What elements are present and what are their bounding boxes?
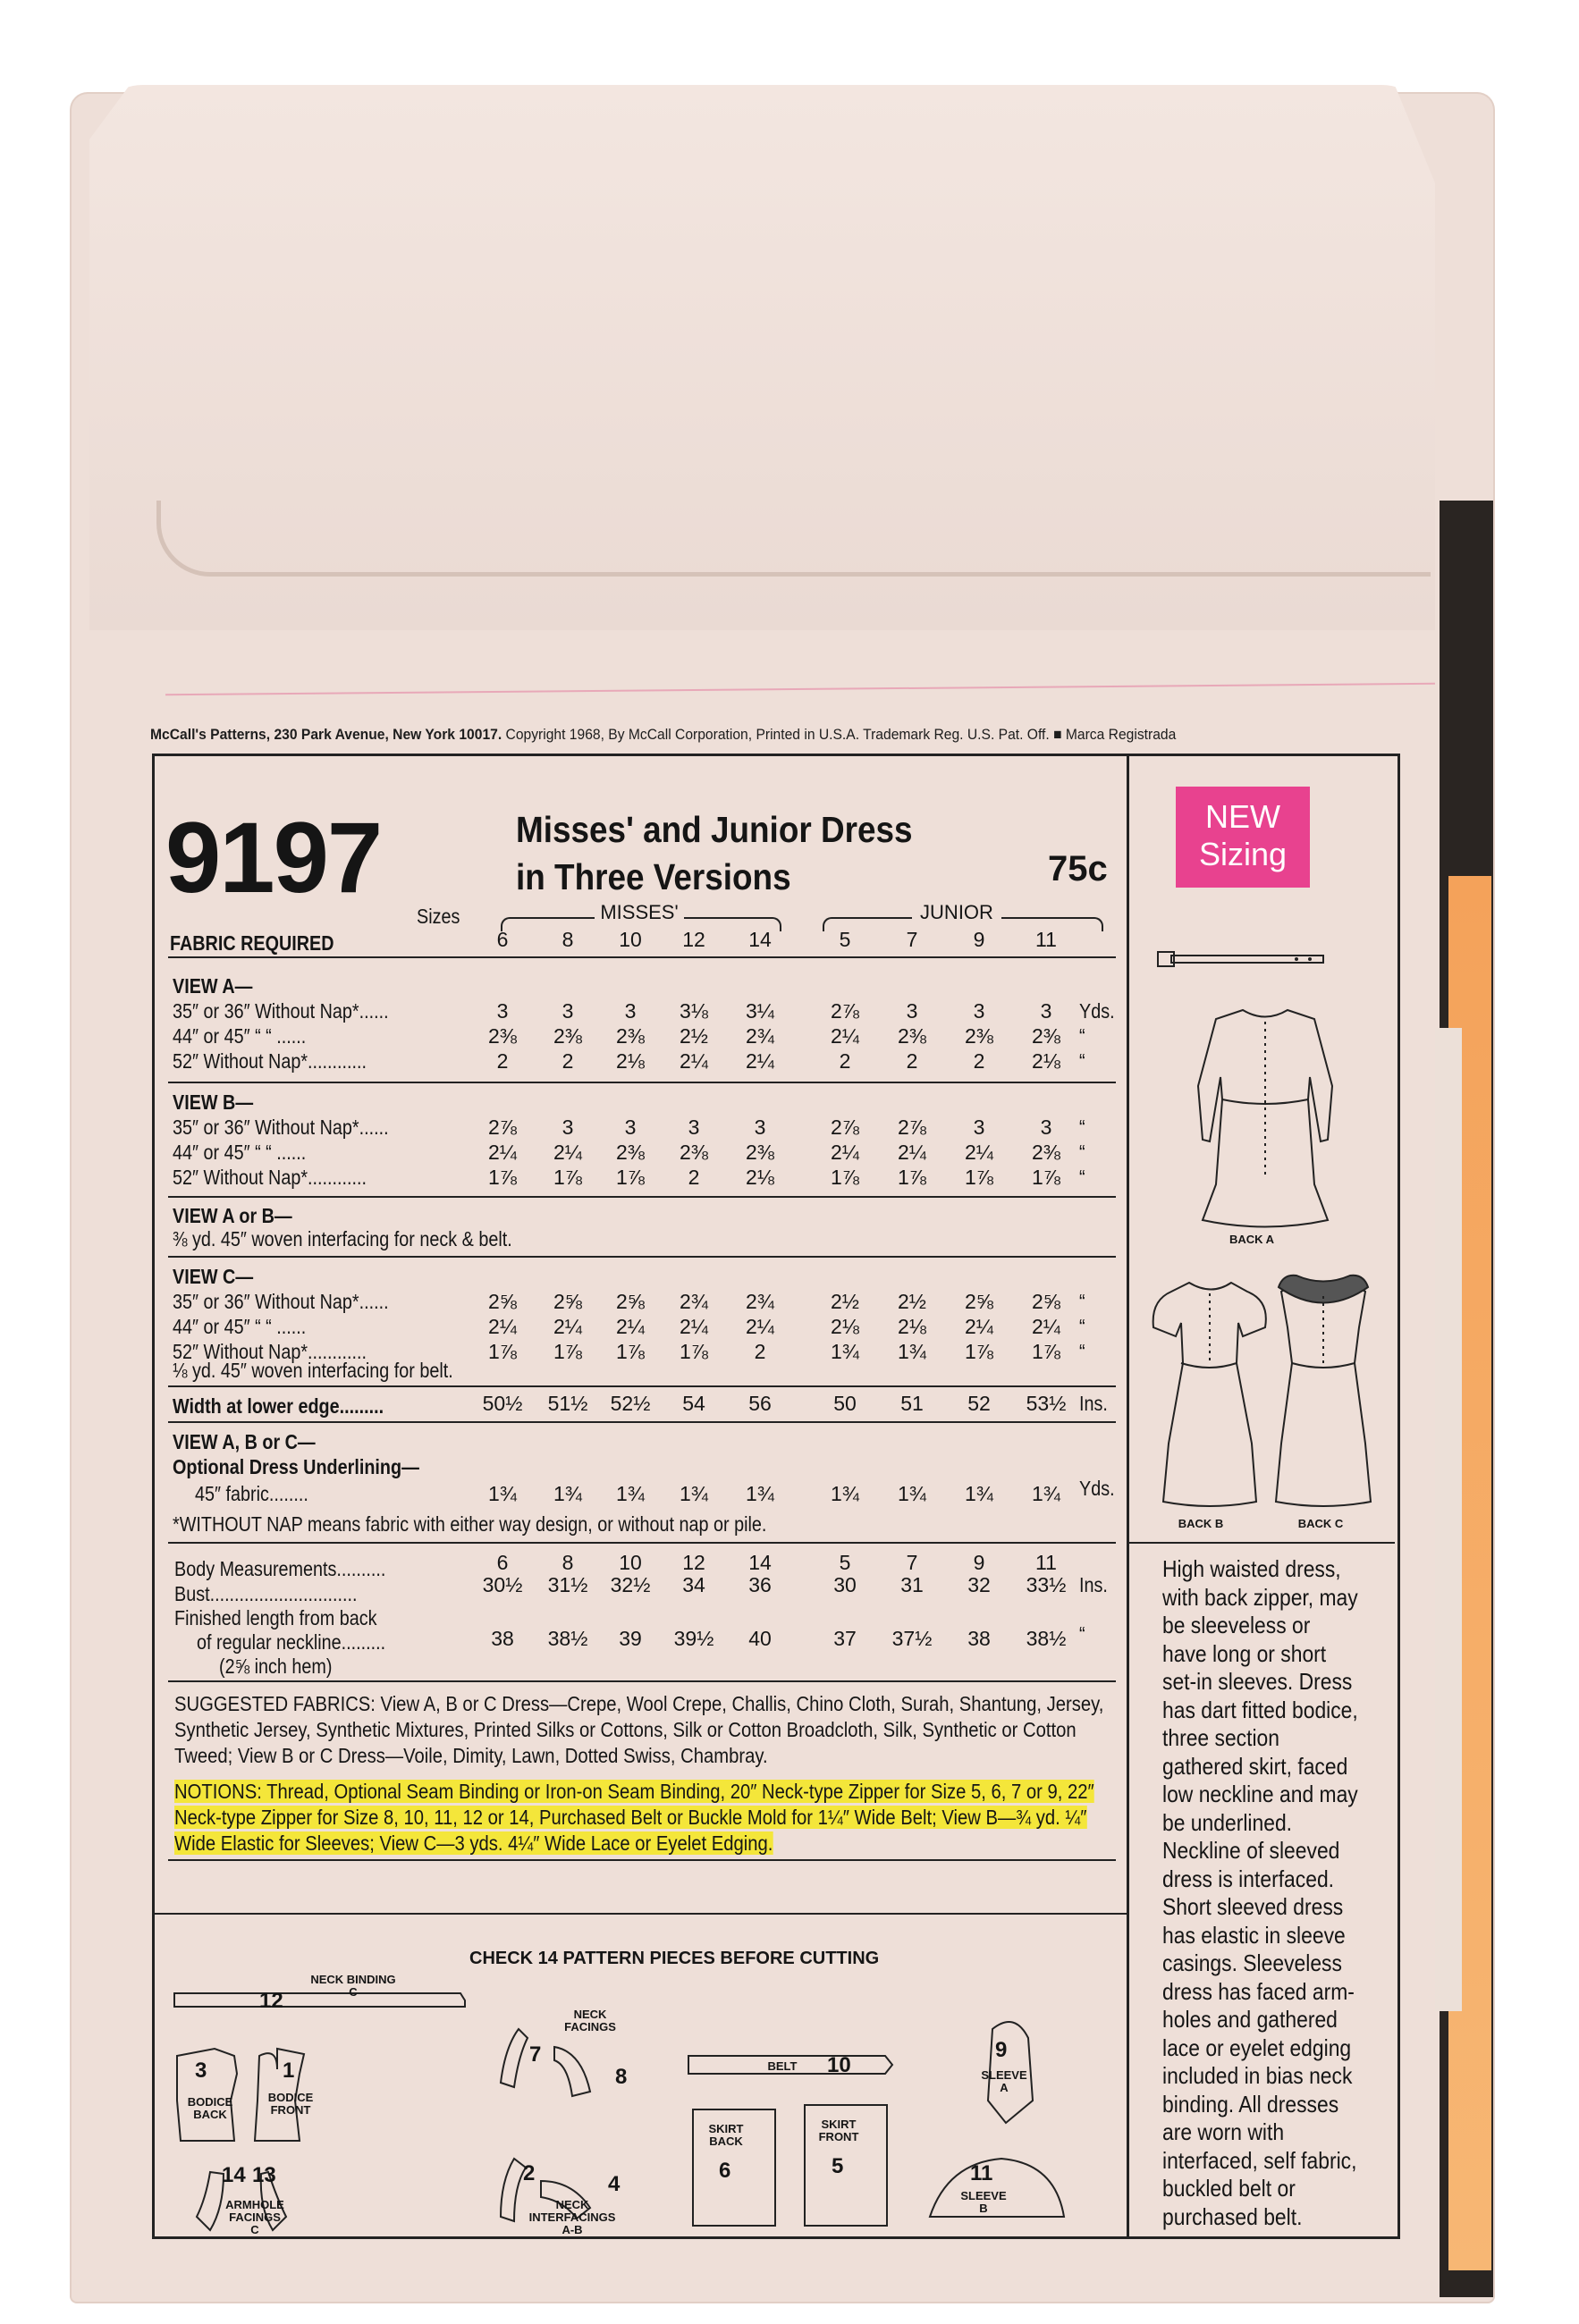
table-rule bbox=[168, 1680, 1116, 1682]
row-unit: Ins. bbox=[1079, 1392, 1108, 1415]
row-unit: “ bbox=[1079, 1141, 1085, 1164]
table-cell: 2⅜ bbox=[965, 1024, 993, 1048]
piece-6: 6 bbox=[719, 2159, 731, 2183]
table-rule bbox=[168, 1385, 1116, 1387]
back-a-label: BACK A bbox=[1229, 1233, 1275, 1246]
table-cell: 2⅛ bbox=[898, 1315, 926, 1338]
size-column-header: 10 bbox=[619, 928, 642, 951]
table-cell: 1¾ bbox=[965, 1482, 993, 1505]
table-cell: 2¼ bbox=[965, 1141, 993, 1164]
back-view-sketches bbox=[1131, 943, 1399, 1515]
row-unit: “ bbox=[1079, 1622, 1085, 1646]
row-label: Bust.............................. bbox=[174, 1582, 358, 1605]
table-cell: 50½ bbox=[482, 1392, 523, 1415]
piece-4: 4 bbox=[608, 2172, 621, 2196]
table-cell: 2¼ bbox=[831, 1141, 859, 1164]
pieces-rule bbox=[154, 1913, 1127, 1915]
table-cell: 32 bbox=[967, 1573, 991, 1596]
table-cell: 2¼ bbox=[680, 1315, 708, 1338]
row-label: Finished length from back bbox=[174, 1606, 377, 1629]
pattern-title: Misses' and Junior Dress in Three Versions bbox=[516, 809, 913, 897]
table-cell: 38 bbox=[491, 1627, 514, 1650]
table-cell: 2⅜ bbox=[553, 1024, 582, 1048]
table-cell: 51½ bbox=[547, 1392, 588, 1415]
table-cell: 34 bbox=[682, 1573, 705, 1596]
table-cell: 2⅜ bbox=[488, 1024, 517, 1048]
size-column-header: 11 bbox=[1035, 928, 1057, 951]
piece-10: 10 bbox=[827, 2053, 851, 2077]
table-cell: 40 bbox=[748, 1627, 772, 1650]
size-column-header: 6 bbox=[496, 928, 509, 951]
table-rule bbox=[168, 1542, 1116, 1544]
row-unit: Yds. bbox=[1079, 999, 1115, 1023]
view-heading: Optional Dress Underlining— bbox=[173, 1455, 419, 1478]
piece-1: 1 bbox=[283, 2059, 295, 2083]
view-heading: VIEW C— bbox=[173, 1265, 254, 1288]
size-column-header: 12 bbox=[682, 928, 705, 951]
table-cell: 31½ bbox=[547, 1573, 588, 1596]
pattern-number: 9197 bbox=[165, 802, 382, 914]
piece-12: 12 bbox=[259, 1989, 283, 2013]
neck-interfacings-label: NECK INTERFACINGS A-B bbox=[528, 2198, 616, 2236]
table-cell: 2⅜ bbox=[680, 1141, 708, 1164]
table-cell: 51 bbox=[900, 1392, 924, 1415]
table-cell: 54 bbox=[682, 1392, 705, 1415]
table-rule bbox=[168, 1859, 1116, 1861]
table-cell: 1⅞ bbox=[488, 1166, 517, 1189]
piece-7: 7 bbox=[529, 2042, 542, 2067]
table-cell: 2⅝ bbox=[553, 1290, 582, 1313]
bodice-back-label: BODICE BACK bbox=[187, 2095, 233, 2121]
back-c-label: BACK C bbox=[1297, 1517, 1344, 1530]
row-label: 44″ or 45″ “ “ ...... bbox=[173, 1024, 307, 1048]
sleeve-b-label: SLEEVE B bbox=[960, 2189, 1007, 2215]
view-heading: VIEW B— bbox=[173, 1090, 254, 1114]
size-column-header: 8 bbox=[562, 928, 574, 951]
neck-binding-label: NECK BINDING C bbox=[310, 1973, 396, 1999]
row-label: 35″ or 36″ Without Nap*...... bbox=[173, 1290, 389, 1313]
table-cell: 3 bbox=[973, 1116, 985, 1139]
skirt-back-label: SKIRT BACK bbox=[708, 2122, 744, 2148]
table-cell: 1¾ bbox=[831, 1340, 859, 1363]
table-cell: 2¼ bbox=[1032, 1315, 1060, 1338]
row-label: of regular neckline......... bbox=[197, 1630, 386, 1654]
flap-crease bbox=[156, 501, 1431, 577]
table-cell: 3 bbox=[496, 999, 509, 1023]
table-cell: 38½ bbox=[547, 1627, 588, 1650]
table-cell: 2 bbox=[839, 1049, 851, 1073]
piece-9: 9 bbox=[995, 2038, 1008, 2062]
table-cell: 2¼ bbox=[488, 1141, 517, 1164]
back-b-label: BACK B bbox=[1178, 1517, 1224, 1530]
table-cell: 53½ bbox=[1026, 1392, 1067, 1415]
table-cell: 30½ bbox=[482, 1573, 523, 1596]
table-cell: 1¾ bbox=[898, 1482, 926, 1505]
row-label: 44″ or 45″ “ “ ...... bbox=[173, 1315, 307, 1338]
suggested-fabrics: SUGGESTED FABRICS: View A, B or C Dress—Crepe, Wool Crepe, Challis, Chino Cloth, Surah, Shantung, Jersey, Synthetic Jersey, Synthetic Mixtures, Printed Silks or Cottons, Silk or Cotton Broadcloth, Silk, Synthetic or Cotton Tweed; View B or C Dress—Voile, Dimity, Lawn, Dotted Swiss, Chambray. bbox=[174, 1692, 1104, 1767]
table-cell: 2¼ bbox=[553, 1141, 582, 1164]
row-unit: “ bbox=[1079, 1166, 1085, 1189]
table-cell: 3 bbox=[624, 1116, 637, 1139]
table-cell: 5 bbox=[839, 1551, 851, 1574]
neck-facing-piece bbox=[501, 2029, 528, 2087]
table-cell: 3 bbox=[1040, 999, 1052, 1023]
row-unit: Yds. bbox=[1079, 1477, 1115, 1500]
dress-b-sketch bbox=[1153, 1283, 1266, 1506]
table-cell: 2 bbox=[754, 1340, 766, 1363]
table-cell: 2¼ bbox=[898, 1141, 926, 1164]
table-cell: 2⅜ bbox=[616, 1024, 645, 1048]
table-cell: 2⅜ bbox=[616, 1141, 645, 1164]
table-cell: 32½ bbox=[610, 1573, 651, 1596]
piece-13: 13 bbox=[252, 2163, 276, 2187]
size-column-header: 14 bbox=[748, 928, 772, 951]
table-cell: 38 bbox=[967, 1627, 991, 1650]
size-column-header: 9 bbox=[973, 928, 985, 951]
column-divider bbox=[1127, 754, 1129, 2236]
table-cell: 39 bbox=[619, 1627, 642, 1650]
misses-label: MISSES' bbox=[595, 901, 684, 924]
table-cell: 2¼ bbox=[488, 1315, 517, 1338]
table-cell: 2⅝ bbox=[616, 1290, 645, 1313]
table-cell: 3 bbox=[688, 1116, 700, 1139]
table-cell: 1⅞ bbox=[965, 1340, 993, 1363]
table-cell: 37 bbox=[833, 1627, 857, 1650]
table-cell: 2¼ bbox=[831, 1024, 859, 1048]
table-cell: 2¾ bbox=[680, 1290, 708, 1313]
envelope-edge-light bbox=[1435, 1028, 1462, 2011]
table-cell: 2½ bbox=[831, 1290, 859, 1313]
view-note: ⅜ yd. 45″ woven interfacing for neck & belt. bbox=[173, 1227, 512, 1250]
pattern-description: High waisted dress, with back zipper, may be sleeveless or have long or short set-in sleeves. Dress has dart fitted bodice, three section gathered skirt, faced low neckline and may be underlined. Neckline of sleeved dress is interfaced. Short sleeved dress has elastic in sleeve casings. Sleeveless dress has faced arm-holes and gathered lace or eyelet edging included in bias neck binding. All dresses are worn with interfaced, self fabric, buckled belt or purchased belt. bbox=[1162, 1555, 1358, 2230]
table-cell: 1¾ bbox=[488, 1482, 517, 1505]
table-cell: 3 bbox=[973, 999, 985, 1023]
piece-8: 8 bbox=[615, 2065, 628, 2089]
table-cell: 1¾ bbox=[680, 1482, 708, 1505]
table-cell: 2⅜ bbox=[746, 1141, 774, 1164]
notions-highlight: NOTIONS: Thread, Optional Seam Binding or Iron-on Seam Binding, 20″ Neck-type Zipper for Size 5, 6, 7 or 9, 22″ Neck-type Zipper for Size 8, 10, 11, 12 or 14, Purchased Belt or Buckle Mold for 1¼″ Wide Belt; View B—¾ yd. ¼″ Wide Elastic for Sleeves; View C—3 yds. 4¼″ Wide Lace or Eyelet Edging. bbox=[174, 1780, 1094, 1855]
table-cell: 3 bbox=[562, 1116, 574, 1139]
table-cell: 56 bbox=[748, 1392, 772, 1415]
table-cell: 50 bbox=[833, 1392, 857, 1415]
table-cell: 8 bbox=[562, 1551, 574, 1574]
table-cell: 2½ bbox=[680, 1024, 708, 1048]
table-cell: 1⅞ bbox=[898, 1166, 926, 1189]
row-unit: Ins. bbox=[1079, 1573, 1108, 1596]
row-label: 52″ Without Nap*............ bbox=[173, 1166, 367, 1189]
dress-c-sketch bbox=[1276, 1276, 1371, 1506]
piece-14: 14 bbox=[222, 2163, 246, 2187]
piece-2: 2 bbox=[523, 2161, 536, 2185]
table-cell: 1¾ bbox=[746, 1482, 774, 1505]
row-unit: “ bbox=[1079, 1340, 1085, 1363]
table-cell: 2¼ bbox=[746, 1049, 774, 1073]
table-cell: 3⅛ bbox=[680, 999, 708, 1023]
table-cell: 2¼ bbox=[616, 1315, 645, 1338]
row-unit: “ bbox=[1079, 1116, 1085, 1139]
price: 75c bbox=[1048, 849, 1108, 888]
table-cell: 52 bbox=[967, 1392, 991, 1415]
view-heading: VIEW A— bbox=[173, 974, 253, 998]
table-cell: 10 bbox=[619, 1551, 642, 1574]
junior-label: JUNIOR bbox=[912, 901, 1001, 924]
table-cell: 1⅞ bbox=[680, 1340, 708, 1363]
table-cell: 9 bbox=[973, 1551, 985, 1574]
table-cell: 2¾ bbox=[746, 1024, 774, 1048]
table-cell: 2⅞ bbox=[831, 999, 859, 1023]
piece-11: 11 bbox=[970, 2161, 993, 2185]
table-cell: 2⅞ bbox=[831, 1116, 859, 1139]
row-label: 35″ or 36″ Without Nap*...... bbox=[173, 1116, 389, 1139]
table-cell: 2⅛ bbox=[1032, 1049, 1060, 1073]
table-cell: 2⅛ bbox=[831, 1315, 859, 1338]
piece-3: 3 bbox=[195, 2059, 207, 2083]
view-heading: VIEW A, B or C— bbox=[173, 1430, 316, 1453]
table-cell: 2⅜ bbox=[898, 1024, 926, 1048]
new-sizing-badge: NEW Sizing bbox=[1176, 787, 1310, 888]
table-cell: 1⅞ bbox=[616, 1166, 645, 1189]
table-cell: 3 bbox=[754, 1116, 766, 1139]
table-cell: 3 bbox=[624, 999, 637, 1023]
row-unit: “ bbox=[1079, 1315, 1085, 1338]
rule bbox=[168, 956, 1116, 958]
sleeve-a-label: SLEEVE A bbox=[981, 2068, 1027, 2094]
table-cell: 2¾ bbox=[746, 1290, 774, 1313]
table-cell: 30 bbox=[833, 1573, 857, 1596]
pattern-pieces-title: CHECK 14 PATTERN PIECES BEFORE CUTTING bbox=[469, 1949, 880, 1968]
sizes-label: Sizes bbox=[417, 905, 460, 928]
piece-5: 5 bbox=[832, 2154, 844, 2178]
view-heading: VIEW A or B— bbox=[173, 1204, 292, 1227]
skirt-front-label: SKIRT FRONT bbox=[818, 2118, 859, 2143]
armhole-facings-label: ARMHOLE FACINGS C bbox=[225, 2198, 284, 2236]
table-cell: 1¾ bbox=[898, 1340, 926, 1363]
row-label: (2⅝ inch hem) bbox=[219, 1655, 333, 1678]
table-cell: 2⅜ bbox=[1032, 1141, 1060, 1164]
nap-note: *WITHOUT NAP means fabric with either way design, or without nap or pile. bbox=[173, 1512, 767, 1536]
row-unit: “ bbox=[1079, 1049, 1085, 1073]
table-cell: 1¾ bbox=[1032, 1482, 1060, 1505]
bodice-front-label: BODICE FRONT bbox=[267, 2091, 314, 2117]
table-cell: 2⅛ bbox=[616, 1049, 645, 1073]
sketch-rule bbox=[1128, 1542, 1395, 1544]
neck-facings-label: NECK FACINGS bbox=[564, 2008, 616, 2034]
table-cell: 7 bbox=[906, 1551, 918, 1574]
table-cell: 1¾ bbox=[553, 1482, 582, 1505]
table-cell: 2 bbox=[973, 1049, 985, 1073]
size-column-header: 7 bbox=[906, 928, 918, 951]
table-cell: 33½ bbox=[1026, 1573, 1067, 1596]
table-cell: 12 bbox=[682, 1551, 705, 1574]
table-cell: 52½ bbox=[610, 1392, 651, 1415]
table-cell: 2½ bbox=[898, 1290, 926, 1313]
row-label: 44″ or 45″ “ “ ...... bbox=[173, 1141, 307, 1164]
table-cell: 1¾ bbox=[831, 1482, 859, 1505]
row-label: 52″ Without Nap*............ bbox=[173, 1049, 367, 1073]
fabric-required-heading: FABRIC REQUIRED bbox=[170, 931, 334, 955]
table-cell: 2⅞ bbox=[898, 1116, 926, 1139]
table-cell: 3¼ bbox=[746, 999, 774, 1023]
notions-block bbox=[174, 1779, 1119, 1857]
table-cell: 2 bbox=[906, 1049, 918, 1073]
table-cell: 6 bbox=[496, 1551, 509, 1574]
belt-sketch bbox=[1158, 952, 1323, 966]
table-cell: 3 bbox=[906, 999, 918, 1023]
table-cell: 38½ bbox=[1026, 1627, 1067, 1650]
table-cell: 1⅞ bbox=[831, 1166, 859, 1189]
table-cell: 1⅞ bbox=[488, 1340, 517, 1363]
table-cell: 2⅝ bbox=[488, 1290, 517, 1313]
row-label: Width at lower edge......... bbox=[173, 1394, 384, 1418]
table-cell: 2 bbox=[562, 1049, 574, 1073]
table-rule bbox=[168, 1082, 1116, 1083]
row-label: Body Measurements.......... bbox=[174, 1557, 386, 1580]
row-label: 52″ Without Nap*............ bbox=[173, 1340, 367, 1363]
table-cell: 2¼ bbox=[746, 1315, 774, 1338]
table-cell: 39½ bbox=[673, 1627, 714, 1650]
table-cell: 2¼ bbox=[553, 1315, 582, 1338]
table-cell: 1¾ bbox=[616, 1482, 645, 1505]
table-cell: 1⅞ bbox=[965, 1166, 993, 1189]
table-cell: 2⅝ bbox=[1032, 1290, 1060, 1313]
row-unit: “ bbox=[1079, 1024, 1085, 1048]
table-cell: 1⅞ bbox=[553, 1340, 582, 1363]
table-cell: 31 bbox=[900, 1573, 924, 1596]
row-label: 35″ or 36″ Without Nap*...... bbox=[173, 999, 389, 1023]
row-label: 45″ fabric........ bbox=[195, 1482, 308, 1505]
table-cell: 1⅞ bbox=[1032, 1166, 1060, 1189]
table-cell: 2 bbox=[688, 1166, 700, 1189]
table-cell: 2¼ bbox=[680, 1049, 708, 1073]
table-cell: 36 bbox=[748, 1573, 772, 1596]
table-rule bbox=[168, 1421, 1116, 1423]
table-cell: 1⅞ bbox=[1032, 1340, 1060, 1363]
table-cell: 2⅞ bbox=[488, 1116, 517, 1139]
table-cell: 14 bbox=[748, 1551, 772, 1574]
table-cell: 2⅝ bbox=[965, 1290, 993, 1313]
table-cell: 2¼ bbox=[965, 1315, 993, 1338]
row-unit: “ bbox=[1079, 1290, 1085, 1313]
table-cell: 2⅛ bbox=[746, 1166, 774, 1189]
table-cell: 1⅞ bbox=[553, 1166, 582, 1189]
table-cell: 11 bbox=[1035, 1551, 1057, 1574]
table-cell: 1⅞ bbox=[616, 1340, 645, 1363]
table-rule bbox=[168, 1196, 1116, 1198]
belt-label: BELT bbox=[767, 2059, 798, 2073]
neck-facing-piece-2 bbox=[554, 2047, 590, 2096]
table-rule bbox=[168, 1256, 1116, 1258]
table-cell: 3 bbox=[1040, 1116, 1052, 1139]
size-column-header: 5 bbox=[839, 928, 851, 951]
table-cell: 2 bbox=[496, 1049, 509, 1073]
table-cell: 37½ bbox=[891, 1627, 933, 1650]
view-note: ⅛ yd. 45″ woven interfacing for belt. bbox=[173, 1359, 453, 1382]
table-cell: 2⅜ bbox=[1032, 1024, 1060, 1048]
dress-a-sketch bbox=[1198, 1010, 1332, 1227]
copyright-line: McCall's Patterns, 230 Park Avenue, New York 10017. Copyright 1968, By McCall Corporation, Printed in U.S.A. Trademark Reg. U.S. Pat. Off. ■ Marca Registrada bbox=[150, 726, 1177, 743]
table-cell: 3 bbox=[562, 999, 574, 1023]
